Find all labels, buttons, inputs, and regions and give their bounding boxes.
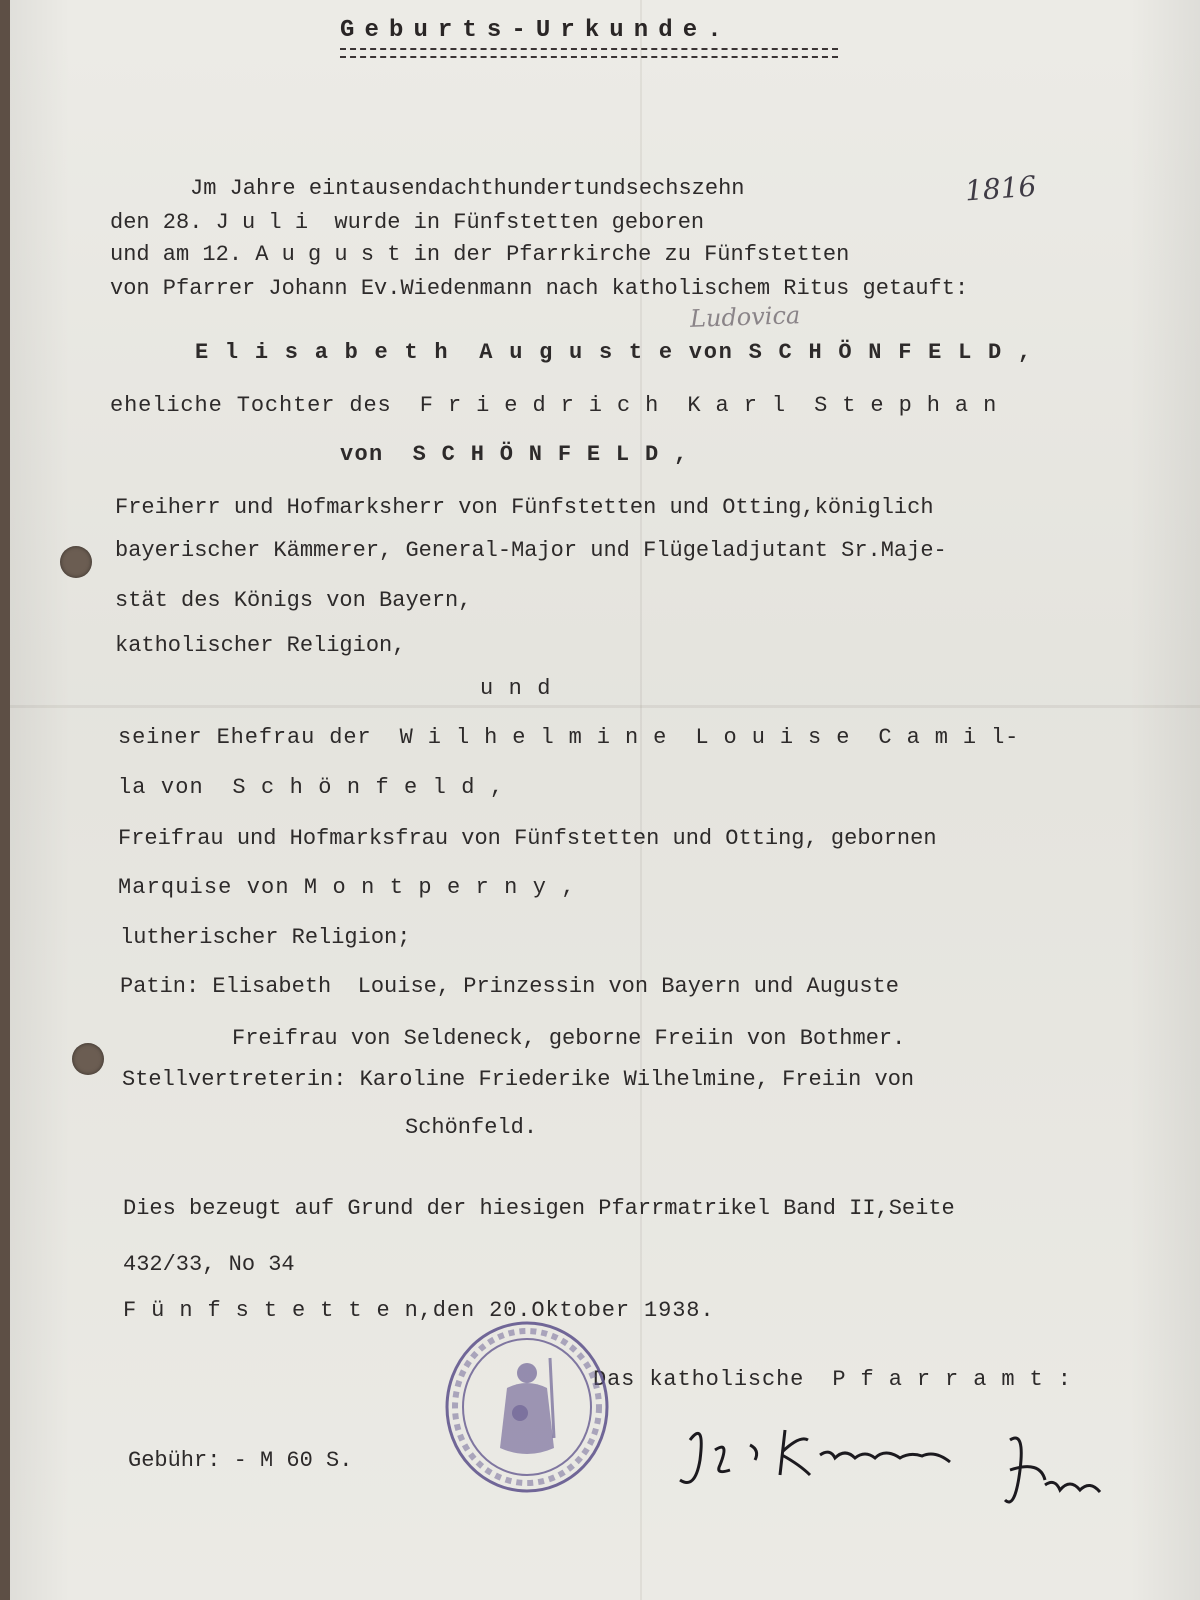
- text-line-attestation: Dies bezeugt auf Grund der hiesigen Pfarrmatrikel Band II,Seite: [123, 1196, 955, 1221]
- text-line-4: von Pfarrer Johann Ev.Wiedenmann nach katholischem Ritus getauft:: [110, 276, 969, 301]
- text-line-21: Schönfeld.: [405, 1115, 538, 1140]
- text-line-2: den 28. J u l i wurde in Fünfstetten geboren: [110, 210, 705, 235]
- paper-fold-vertical: [640, 0, 642, 1600]
- text-line-15: Freifrau und Hofmarksfrau von Fünfstetten und Otting, gebornen: [118, 826, 937, 851]
- text-line-father-surname: von S C H Ö N F E L D ,: [340, 442, 689, 467]
- text-line-19: Freifrau von Seldeneck, geborne Freiin von Bothmer.: [232, 1026, 906, 1051]
- text-line-parish-office: Das katholische P f a r r a m t :: [593, 1367, 1072, 1392]
- text-line-godmother: Patin: Elisabeth Louise, Prinzessin von Bayern und Auguste: [120, 974, 899, 999]
- text-line-10: stät des Königs von Bayern,: [115, 588, 472, 613]
- document-title: Geburts-Urkunde.: [340, 17, 732, 44]
- text-line-3: und am 12. A u g u s t in der Pfarrkirche zu Fünfstetten: [110, 242, 850, 267]
- handwritten-name: Ludovica: [689, 301, 801, 333]
- text-line-fee: Gebühr: - M 60 S.: [128, 1448, 353, 1473]
- punch-hole-upper: [60, 546, 92, 578]
- text-line-und: u n d: [480, 676, 552, 701]
- document-page: [10, 0, 1200, 1600]
- text-line-23: 432/33, No 34: [123, 1252, 295, 1277]
- punch-hole-lower: [72, 1043, 104, 1075]
- text-line-1: Jm Jahre eintausendachthundertundsechszehn: [190, 176, 745, 201]
- handwritten-year: 1816: [963, 169, 1038, 208]
- text-line-16: Marquise von M o n t p e r n y ,: [118, 875, 576, 900]
- text-line-11: katholischer Religion,: [115, 633, 406, 658]
- text-line-father: eheliche Tochter des F r i e d r i c h K a r l S t e p h a n: [110, 393, 998, 418]
- text-line-14: la von S c h ö n f e l d ,: [118, 775, 505, 800]
- text-line-place-date: F ü n f s t e t t e n,den 20.Oktober 1938.: [123, 1298, 715, 1323]
- text-line-17: lutherischer Religion;: [120, 925, 411, 950]
- parish-seal-icon: [442, 1318, 612, 1496]
- text-line-proxy: Stellvertreterin: Karoline Friederike Wilhelmine, Freiin von: [122, 1067, 915, 1092]
- title-double-underline: [340, 48, 838, 58]
- child-name-line: E l i s a b e t h A u g u s t e von S C H Ö N F E L D ,: [195, 340, 1033, 365]
- text-line-9: bayerischer Kämmerer, General-Major und Flügeladjutant Sr.Maje-: [115, 538, 947, 563]
- paper-fold-horizontal: [10, 705, 1200, 708]
- text-line-8: Freiherr und Hofmarksherr von Fünfstetten und Otting,königlich: [115, 495, 934, 520]
- signature-icon: [660, 1400, 1130, 1550]
- text-line-mother: seiner Ehefrau der W i l h e l m i n e L o u i s e C a m i l-: [118, 725, 1020, 750]
